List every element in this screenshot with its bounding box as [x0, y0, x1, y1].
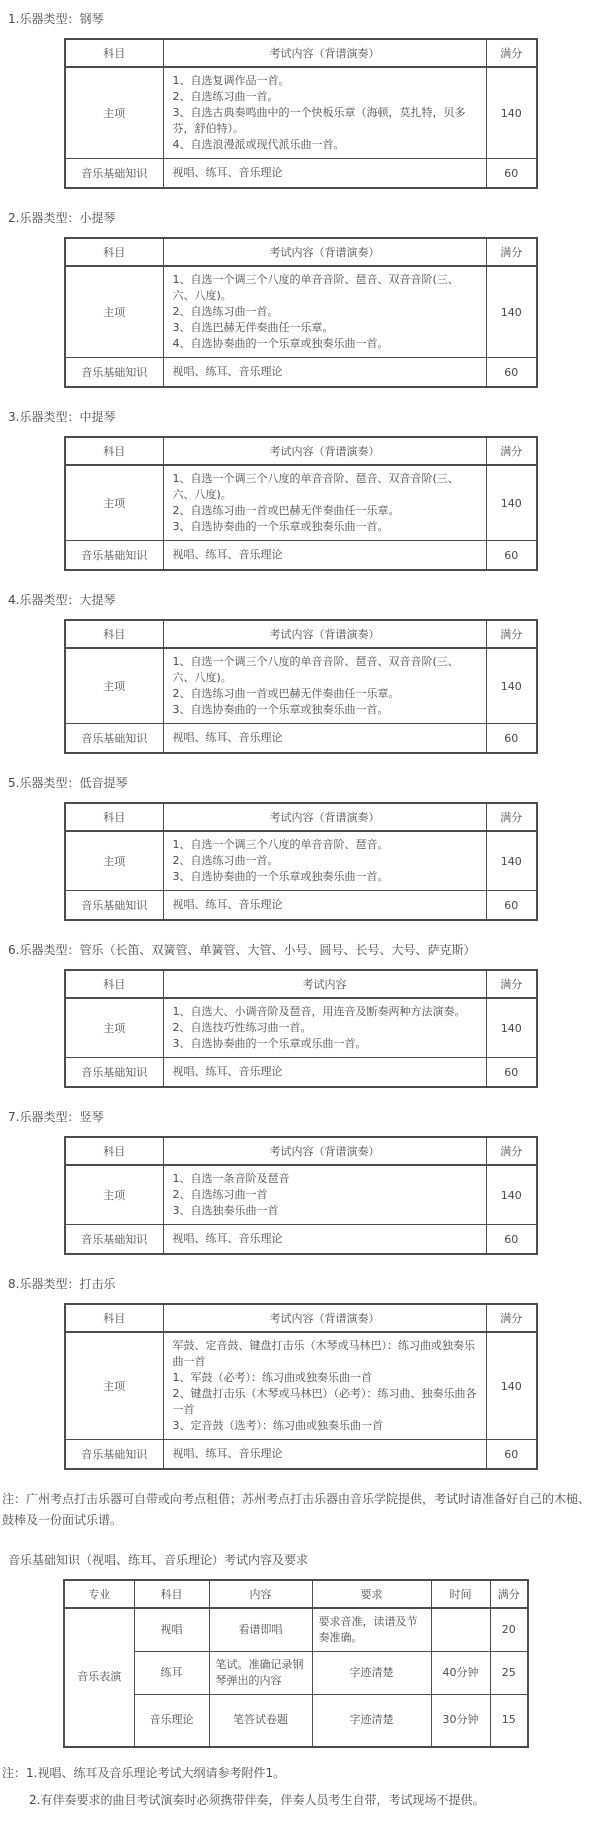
final-note-1: 注：1.视唱、练耳及音乐理论考试大纲请参考附件1。	[2, 1765, 286, 1780]
exam-table	[64, 1303, 538, 1470]
content-line: 2、自选练习曲一首。	[172, 854, 279, 867]
column-header-subject: 科目	[65, 620, 163, 648]
content-cell	[163, 1165, 486, 1225]
column-header-subject: 科目	[65, 1304, 163, 1332]
table-row-basics	[65, 891, 537, 921]
content-cell	[163, 358, 486, 388]
exam-table	[64, 802, 538, 921]
column-header-subject: 科目	[65, 39, 163, 67]
column-header-content: 考试内容（背谱演奏）	[163, 620, 486, 648]
table-row-basics	[65, 1058, 537, 1088]
table-header-row	[65, 620, 537, 648]
instrument-section	[0, 1276, 600, 1470]
exam-table	[64, 1136, 538, 1255]
final-notes	[0, 1765, 600, 1808]
column-header-subject: 科目	[65, 437, 163, 465]
section-heading: 3.乐器类型：中提琴	[8, 410, 116, 424]
content-line: 视唱、练耳、音乐理论	[172, 1065, 283, 1078]
instrument-section	[0, 409, 600, 571]
table-header-row	[65, 803, 537, 831]
score-cell: 140	[486, 67, 537, 159]
column-header-subject: 科目	[65, 970, 163, 998]
table-header-row	[65, 39, 537, 67]
content-cell: 笔试。准确记录钢琴弹出的内容	[209, 1652, 312, 1695]
subject-cell: 主项	[65, 465, 163, 541]
subject-cell: 音乐基础知识	[65, 1440, 163, 1470]
column-header-subject: 科目	[65, 1137, 163, 1165]
content-line: 军鼓、定音鼓、键盘打击乐（木琴或马林巴）：练习曲或独奏乐曲一首	[172, 1339, 475, 1368]
column-header-requirement: 要求	[312, 1580, 431, 1608]
content-line: 视唱、练耳、音乐理论	[172, 548, 283, 561]
column-header-content: 考试内容（背谱演奏）	[163, 1304, 486, 1332]
subject-cell: 音乐基础知识	[65, 891, 163, 921]
content-line: 视唱、练耳、音乐理论	[172, 1447, 283, 1460]
subject-cell: 主项	[65, 1165, 163, 1225]
requirement-cell: 字迹清楚	[312, 1695, 431, 1747]
column-header-subject: 科目	[134, 1580, 209, 1608]
table-row-basics	[65, 541, 537, 571]
requirement-cell: 要求音准，读谱及节奏准确。	[312, 1608, 431, 1652]
final-note-2: 2.有伴奏要求的曲目考试演奏时必须携带伴奏，伴奏人员考生自带，考试现场不提供。	[29, 1792, 485, 1807]
subject-cell: 音乐基础知识	[65, 724, 163, 754]
score-cell: 140	[486, 831, 537, 891]
basics-heading: 音乐基础知识（视唱、练耳、音乐理论）考试内容及要求	[8, 1553, 309, 1567]
table-row-main	[65, 465, 537, 541]
content-cell	[163, 891, 486, 921]
content-cell	[163, 1225, 486, 1255]
exam-table	[64, 969, 538, 1088]
basics-header-row	[64, 1580, 528, 1608]
major-cell: 音乐表演	[64, 1608, 134, 1747]
subject-cell: 音乐基础知识	[65, 1225, 163, 1255]
table-row-basics	[65, 1440, 537, 1470]
score-cell: 60	[486, 1058, 537, 1088]
instrument-section	[0, 210, 600, 388]
content-line: 3、定音鼓（选考）：练习曲或独奏乐曲一首	[172, 1419, 383, 1432]
content-line: 3、自选协奏曲的一个乐章或独奏乐曲一首。	[172, 703, 389, 716]
content-line: 1、自选一个调三个八度的单音音阶、琶音、双音音阶(三、六、八度)。	[172, 472, 459, 501]
table-row-main	[65, 266, 537, 358]
table-row-basics	[65, 358, 537, 388]
column-header-content: 考试内容（背谱演奏）	[163, 1137, 486, 1165]
content-cell	[163, 266, 486, 358]
section-heading: 1.乐器类型：钢琴	[8, 12, 104, 26]
column-header-content: 考试内容（背谱演奏）	[163, 803, 486, 831]
table-row-main	[65, 648, 537, 724]
table-row-main	[65, 67, 537, 159]
content-cell: 笔答试卷题	[209, 1695, 312, 1747]
content-line: 4、自选协奏曲的一个乐章或独奏乐曲一首。	[172, 337, 389, 350]
content-cell	[163, 1058, 486, 1088]
score-cell: 60	[486, 724, 537, 754]
score-cell: 140	[486, 1332, 537, 1440]
time-cell	[431, 1608, 490, 1652]
score-cell: 140	[486, 998, 537, 1058]
exam-table	[64, 38, 538, 189]
section-heading: 6.乐器类型：管乐（长笛、双簧管、单簧管、大管、小号、圆号、长号、大号、萨克斯）	[8, 943, 476, 957]
time-cell: 30分钟	[431, 1695, 490, 1747]
column-header-score: 满分	[486, 1137, 537, 1165]
content-line: 视唱、练耳、音乐理论	[172, 1232, 283, 1245]
content-line: 2、自选技巧性练习曲一首。	[172, 1021, 312, 1034]
content-cell	[163, 465, 486, 541]
content-line: 2、自选练习曲一首或巴赫无伴奏曲任一乐章。	[172, 687, 400, 700]
content-line: 4、自选浪漫派或现代派乐曲一首。	[172, 138, 345, 151]
column-header-content: 考试内容（背谱演奏）	[163, 39, 486, 67]
column-header-score: 满分	[486, 1304, 537, 1332]
instrument-section	[0, 592, 600, 754]
content-line: 2、自选练习曲一首。	[172, 90, 279, 103]
table-row-basics	[65, 1225, 537, 1255]
column-header-major: 专业	[64, 1580, 134, 1608]
instrument-section	[0, 1109, 600, 1255]
exam-table	[64, 619, 538, 754]
column-header-score: 满分	[486, 39, 537, 67]
table-row-main	[65, 998, 537, 1058]
content-line: 1、军鼓（必考）：练习曲或独奏乐曲一首	[172, 1371, 372, 1384]
instrument-section	[0, 942, 600, 1088]
content-cell	[163, 998, 486, 1058]
subject-cell: 音乐基础知识	[65, 541, 163, 571]
requirement-cell: 字迹清楚	[312, 1652, 431, 1695]
score-cell: 60	[486, 1440, 537, 1470]
exam-table	[64, 237, 538, 388]
column-header-subject: 科目	[65, 238, 163, 266]
content-line: 3、自选古典奏鸣曲中的一个快板乐章（海顿，莫扎特，贝多芬，舒伯特）。	[172, 106, 466, 135]
score-cell: 60	[486, 891, 537, 921]
subject-cell: 主项	[65, 67, 163, 159]
content-line: 视唱、练耳、音乐理论	[172, 898, 283, 911]
subject-cell: 练耳	[134, 1652, 209, 1695]
score-cell: 140	[486, 266, 537, 358]
instrument-section	[0, 775, 600, 921]
subject-cell: 主项	[65, 831, 163, 891]
section-heading: 7.乐器类型：竖琴	[8, 1110, 104, 1124]
section-heading: 8.乐器类型：打击乐	[8, 1277, 116, 1291]
table-row-main	[65, 831, 537, 891]
time-cell: 40分钟	[431, 1652, 490, 1695]
subject-cell: 音乐基础知识	[65, 1058, 163, 1088]
content-line: 3、自选独奏乐曲一首	[172, 1204, 279, 1217]
score-cell: 60	[486, 541, 537, 571]
content-line: 3、自选协奏曲的一个乐章或独奏乐曲一首。	[172, 520, 389, 533]
content-line: 1、自选一个调三个八度的单音音阶、琶音。	[172, 838, 389, 851]
table-header-row	[65, 437, 537, 465]
score-cell: 140	[486, 648, 537, 724]
column-header-content: 内容	[209, 1580, 312, 1608]
table-header-row	[65, 238, 537, 266]
column-header-time: 时间	[431, 1580, 490, 1608]
score-cell: 60	[486, 159, 537, 189]
content-line: 视唱、练耳、音乐理论	[172, 166, 283, 179]
content-cell	[163, 831, 486, 891]
content-line: 3、自选协奏曲的一个乐章或乐曲一首。	[172, 1037, 367, 1050]
basics-row-eartraining	[64, 1652, 528, 1695]
column-header-score: 满分	[486, 803, 537, 831]
column-header-content: 考试内容（背谱演奏）	[163, 238, 486, 266]
basics-row-theory	[64, 1695, 528, 1747]
column-header-score: 满分	[486, 437, 537, 465]
instrument-section	[0, 11, 600, 189]
table-header-row	[65, 1304, 537, 1332]
percussion-note: 注：广州考点打击乐器可自带或向考点租借；苏州考点打击乐器由音乐学院提供，考试时请准备好自己的木槌、鼓棒及一份面试乐谱。	[2, 1492, 591, 1527]
content-line: 1、自选大、小调音阶及琶音，用连音及断奏两种方法演奏。	[172, 1005, 466, 1018]
column-header-subject: 科目	[65, 803, 163, 831]
content-line: 视唱、练耳、音乐理论	[172, 365, 283, 378]
table-row-main	[65, 1332, 537, 1440]
section-heading: 4.乐器类型：大提琴	[8, 593, 116, 607]
content-cell	[163, 724, 486, 754]
content-line: 视唱、练耳、音乐理论	[172, 731, 283, 744]
column-header-score: 满分	[486, 970, 537, 998]
table-header-row	[65, 1137, 537, 1165]
subject-cell: 主项	[65, 998, 163, 1058]
content-line: 1、自选一个调三个八度的单音音阶、琶音、双音音阶(三、六、八度)。	[172, 655, 459, 684]
content-line: 1、自选复调作品一首。	[172, 74, 290, 87]
column-header-content: 考试内容（背谱演奏）	[163, 437, 486, 465]
content-cell	[163, 1440, 486, 1470]
content-line: 1、自选一条音阶及琶音	[172, 1172, 290, 1185]
score-cell: 140	[486, 1165, 537, 1225]
score-cell: 25	[490, 1652, 528, 1695]
section-heading: 2.乐器类型：小提琴	[8, 211, 116, 225]
score-cell: 60	[486, 1225, 537, 1255]
content-line: 3、自选巴赫无伴奏曲任一乐章。	[172, 321, 334, 334]
basics-row-sightsinging	[64, 1608, 528, 1652]
column-header-score: 满分	[486, 238, 537, 266]
content-line: 1、自选一个调三个八度的单音音阶、琶音、双音音阶(三、六、八度)。	[172, 273, 459, 302]
table-row-basics	[65, 724, 537, 754]
content-line: 2、自选练习曲一首	[172, 1188, 268, 1201]
content-line: 2、键盘打击乐（木琴或马林巴）（必考）：练习曲、独奏乐曲各一首	[172, 1387, 477, 1416]
content-line: 2、自选练习曲一首。	[172, 305, 279, 318]
score-cell: 20	[490, 1608, 528, 1652]
subject-cell: 音乐基础知识	[65, 358, 163, 388]
instrument-sections	[0, 11, 600, 1470]
content-line: 3、自选协奏曲的一个乐章或独奏乐曲一首。	[172, 870, 389, 883]
subject-cell: 主项	[65, 648, 163, 724]
table-row-main	[65, 1165, 537, 1225]
score-cell: 140	[486, 465, 537, 541]
column-header-score: 满分	[486, 620, 537, 648]
content-line: 2、自选练习曲一首或巴赫无伴奏曲任一乐章。	[172, 504, 400, 517]
subject-cell: 视唱	[134, 1608, 209, 1652]
score-cell: 60	[486, 358, 537, 388]
subject-cell: 主项	[65, 266, 163, 358]
basics-table	[63, 1579, 529, 1748]
content-cell	[163, 1332, 486, 1440]
content-cell	[163, 67, 486, 159]
subject-cell: 主项	[65, 1332, 163, 1440]
exam-table	[64, 436, 538, 571]
content-cell: 看谱即唱	[209, 1608, 312, 1652]
column-header-score: 满分	[490, 1580, 528, 1608]
table-row-basics	[65, 159, 537, 189]
subject-cell: 音乐基础知识	[65, 159, 163, 189]
content-cell	[163, 648, 486, 724]
content-cell	[163, 159, 486, 189]
section-heading: 5.乐器类型：低音提琴	[8, 776, 128, 790]
subject-cell: 音乐理论	[134, 1695, 209, 1747]
score-cell: 15	[490, 1695, 528, 1747]
column-header-content: 考试内容	[163, 970, 486, 998]
content-cell	[163, 541, 486, 571]
table-header-row	[65, 970, 537, 998]
